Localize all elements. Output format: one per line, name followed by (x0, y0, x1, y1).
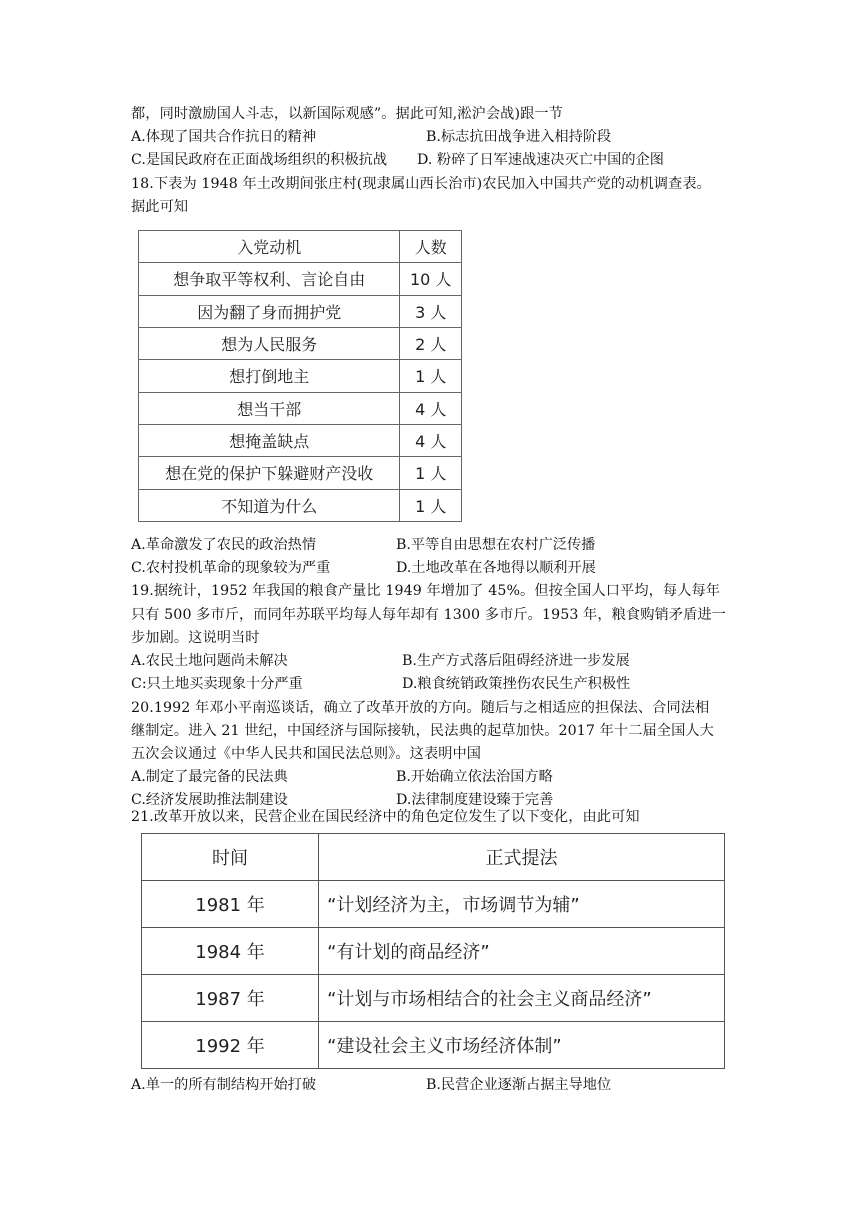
table-cell: “计划经济为主，市场调节为辅” (319, 881, 725, 928)
q18-stem-line-2: 据此可知 (131, 199, 189, 215)
q17-option-c: C.是国民政府在正面战场组织的积极抗战 (131, 152, 388, 168)
table-cell: “有计划的商品经济” (319, 928, 725, 975)
table-cell: 1 人 (400, 457, 462, 489)
table-header-cell: 入党动机 (139, 231, 400, 263)
table-row (139, 424, 462, 456)
table-cell: 想在党的保护下躲避财产没收 (139, 457, 400, 489)
table-cell: 10 人 (400, 263, 462, 295)
table-row (139, 295, 462, 327)
table-cell: 1987 年 (142, 975, 319, 1022)
q20-option-a: A.制定了最完备的民法典 (131, 769, 288, 785)
table-cell: 2 人 (400, 327, 462, 359)
q20-stem-line-1: 20.1992 年邓小平南巡谈话，确立了改革开放的方向。随后与之相适应的担保法、合同法相 (131, 700, 710, 716)
table-cell: 1 人 (400, 489, 462, 521)
table-header-row (139, 231, 462, 263)
q21-stem-line-1: 21.改革开放以来，民营企业在国民经济中的角色定位发生了以下变化，由此可知 (131, 809, 640, 825)
table-cell: 不知道为什么 (139, 489, 400, 521)
q21-option-b: B.民营企业逐渐占据主导地位 (426, 1077, 612, 1093)
q18-option-a: A.革命激发了农民的政治热情 (131, 537, 317, 553)
q19-option-d: D.粮食统销政策挫伤农民生产积极性 (402, 676, 631, 692)
q17-stem-tail: 都，同时激励国人斗志，以新国际观感”。据此可知,淞沪会战)跟一节 (131, 106, 563, 122)
table-cell: 想打倒地主 (139, 360, 400, 392)
table-row (142, 975, 725, 1022)
table-row (139, 263, 462, 295)
q20-stem-line-3: 五次会议通过《中华人民共和国民法总则》。这表明中国 (131, 746, 482, 762)
q21-option-a: A.单一的所有制结构开始打破 (131, 1077, 317, 1093)
table-cell: 想当干部 (139, 392, 400, 424)
table-row (142, 928, 725, 975)
q17-option-b: B.标志抗田战争进入相持阶段 (426, 129, 612, 145)
table-header-cell: 时间 (142, 834, 319, 881)
q18-option-b: B.平等自由思想在农村广泛传播 (396, 537, 596, 553)
table-row (139, 392, 462, 424)
table-row (142, 1022, 725, 1069)
party-motivation-table (138, 230, 462, 522)
q17-option-a: A.体现了国共合作抗日的精神 (131, 129, 317, 145)
q19-option-b: B.生产方式落后阻碍经济进一步发展 (402, 653, 630, 669)
table-cell: “计划与市场相结合的社会主义商品经济” (319, 975, 725, 1022)
q20-option-d: D.法律制度建设臻于完善 (396, 792, 554, 808)
table-cell: 想掩盖缺点 (139, 424, 400, 456)
table-row (139, 457, 462, 489)
q18-stem-line-1: 18.下表为 1948 年土改期间张庄村(现隶属山西长治市)农民加入中国共产党的动机调查表。 (131, 176, 711, 192)
q19-option-c: C:只土地买卖现象十分严重 (131, 676, 303, 692)
table-cell: 1 人 (400, 360, 462, 392)
q18-option-d: D.土地改革在各地得以顺利开展 (396, 560, 596, 576)
table-cell: 4 人 (400, 392, 462, 424)
q17-option-d: D. 粉碎了日军速战速决灭亡中国的企图 (417, 152, 664, 168)
q20-option-b: B.开始确立依法治国方略 (396, 769, 553, 785)
table-header-cell: 人数 (400, 231, 462, 263)
table-cell: 1992 年 (142, 1022, 319, 1069)
table-row (139, 327, 462, 359)
private-enterprise-table (141, 833, 725, 1069)
table-cell: 想争取平等权利、言论自由 (139, 263, 400, 295)
table-cell: 3 人 (400, 295, 462, 327)
table-row (142, 881, 725, 928)
table-cell: 4 人 (400, 424, 462, 456)
q19-stem-line-3: 步加剧。这说明当时 (131, 630, 260, 646)
q20-option-c: C.经济发展助推法制建设 (131, 792, 288, 808)
table-header-cell: 正式提法 (319, 834, 725, 881)
table-cell: 因为翻了身而拥护党 (139, 295, 400, 327)
table-row (139, 489, 462, 521)
table-cell: 想为人民服务 (139, 327, 400, 359)
q19-stem-line-2: 只有 500 多市斤，而同年苏联平均每人每年却有 1300 多市斤。1953 年，粮食购销矛盾进一 (131, 607, 726, 623)
q18-option-c: C.农村投机革命的现象较为严重 (131, 560, 331, 576)
table-cell: 1981 年 (142, 881, 319, 928)
table-header-row (142, 834, 725, 881)
q20-stem-line-2: 继制定。进入 21 世纪，中国经济与国际接轨，民法典的起草加快。2017 年十二届全国人大 (131, 723, 714, 739)
table-cell: 1984 年 (142, 928, 319, 975)
table-cell: “建设社会主义市场经济体制” (319, 1022, 725, 1069)
q19-option-a: A.农民土地问题尚未解决 (131, 653, 288, 669)
table-row (139, 360, 462, 392)
q19-stem-line-1: 19.据统计，1952 年我国的粮食产量比 1949 年增加了 45%。但按全国人口平均，每人每年 (131, 583, 721, 599)
